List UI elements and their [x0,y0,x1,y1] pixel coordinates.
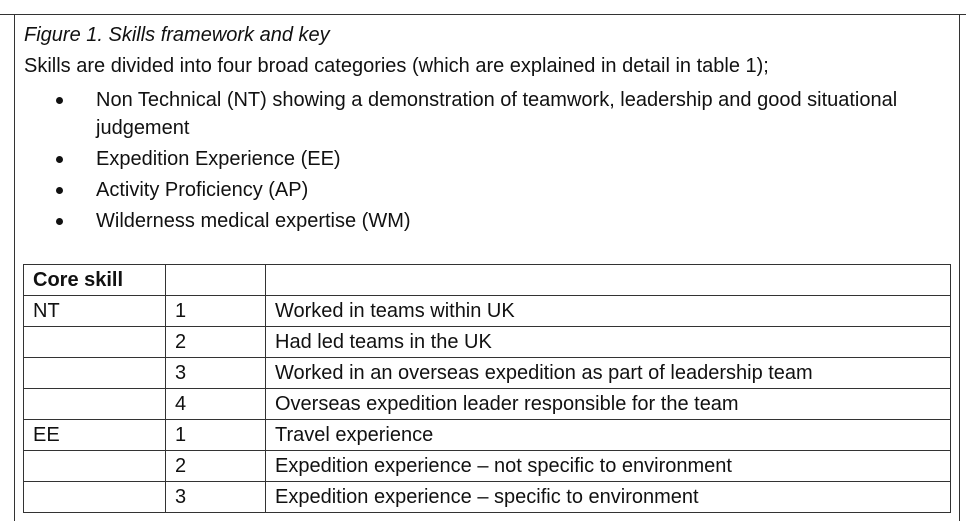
table-row [24,482,951,513]
cell-description: Had led teams in the UK [266,327,951,358]
cell-level: 3 [166,482,266,513]
table-row [24,327,951,358]
cell-skill: NT [24,296,166,327]
category-label: Activity Proficiency (AP) [96,179,309,201]
table-row [24,358,951,389]
cell-level: 2 [166,327,266,358]
cell-description: Travel experience [266,420,951,451]
cell-description: Worked in teams within UK [266,296,951,327]
cell-skill [24,327,166,358]
category-item-ap [40,176,920,204]
intro-text: Skills are divided into four broad categories (which are explained in detail in table 1); [24,55,769,77]
header-level [166,265,266,296]
cell-level: 4 [166,389,266,420]
bullet-icon [56,156,63,163]
category-item-ee [40,145,920,173]
category-label: Non Technical (NT) showing a demonstration of teamwork, leadership and good situational judgement [96,89,898,139]
figure-caption: Figure 1. Skills framework and key [24,24,330,46]
cell-description: Overseas expedition leader responsible for the team [266,389,951,420]
header-description [266,265,951,296]
cell-level: 1 [166,296,266,327]
cell-level: 2 [166,451,266,482]
cell-description: Expedition experience – specific to environment [266,482,951,513]
category-item-wm [40,207,920,235]
category-list [40,86,920,238]
bullet-icon [56,97,63,104]
cell-skill: EE [24,420,166,451]
table-row [24,451,951,482]
table-row [24,296,951,327]
table-row [24,389,951,420]
cell-description: Worked in an overseas expedition as part of leadership team [266,358,951,389]
cell-level: 1 [166,420,266,451]
bullet-icon [56,218,63,225]
category-label: Expedition Experience (EE) [96,148,341,170]
table-row [24,420,951,451]
category-label: Wilderness medical expertise (WM) [96,210,411,232]
category-item-nt [40,86,920,142]
cell-level: 3 [166,358,266,389]
cell-description: Expedition experience – not specific to environment [266,451,951,482]
cell-skill [24,451,166,482]
cell-skill [24,358,166,389]
cell-skill [24,389,166,420]
header-core-skill: Core skill [24,265,166,296]
table-header-row [24,265,951,296]
cell-skill [24,482,166,513]
skills-table [23,264,951,513]
bullet-icon [56,187,63,194]
